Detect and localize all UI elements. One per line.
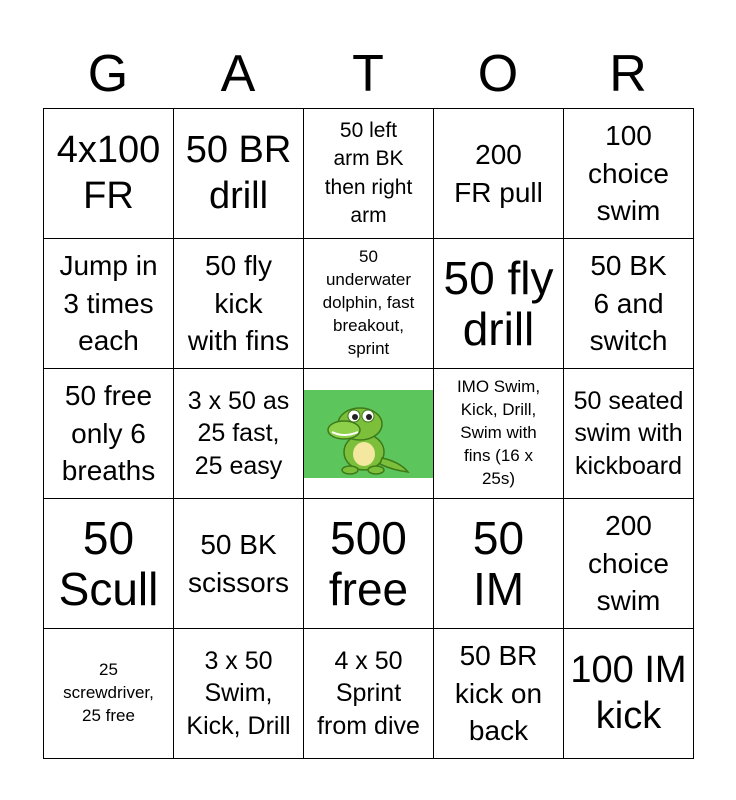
bingo-cell[interactable]: 4 x 50 Sprint from dive — [304, 629, 434, 759]
bingo-cell[interactable]: 50 BK 6 and switch — [564, 239, 694, 369]
bingo-cell[interactable]: 50 free only 6 breaths — [44, 369, 174, 499]
header-letter-r: R — [609, 45, 647, 103]
bingo-cell[interactable]: 50 seated swim with kickboard — [564, 369, 694, 499]
bingo-board — [43, 108, 694, 759]
header-letter-o: O — [477, 45, 519, 103]
bingo-cell[interactable]: Jump in 3 times each — [44, 239, 174, 369]
bingo-cell[interactable]: 50 Scull — [44, 499, 174, 629]
bingo-cell[interactable]: 50 fly drill — [434, 239, 564, 369]
bingo-cell[interactable]: 200 FR pull — [434, 109, 564, 239]
bingo-cell[interactable]: 50 BR kick on back — [434, 629, 564, 759]
header-letter-g: G — [87, 45, 129, 103]
header-letter-t: T — [352, 45, 384, 103]
bingo-cell[interactable]: 4x100 FR — [44, 109, 174, 239]
bingo-cell[interactable]: 50 BK scissors — [174, 499, 304, 629]
bingo-cell[interactable]: 3 x 50 as 25 fast, 25 easy — [174, 369, 304, 499]
bingo-cell[interactable]: 50 underwater dolphin, fast breakout, sprint — [304, 239, 434, 369]
alligator-cartoon-icon — [304, 390, 434, 478]
bingo-cell[interactable]: 100 choice swim — [564, 109, 694, 239]
bingo-cell[interactable]: IMO Swim, Kick, Drill, Swim with fins (16 x 25s) — [434, 369, 564, 499]
bingo-cell[interactable]: 100 IM kick — [564, 629, 694, 759]
bingo-header — [43, 40, 693, 108]
bingo-cell[interactable]: 50 left arm BK then right arm — [304, 109, 434, 239]
bingo-cell[interactable]: 50 fly kick with fins — [174, 239, 304, 369]
free-space-cell[interactable] — [304, 369, 434, 499]
bingo-cell[interactable]: 3 x 50 Swim, Kick, Drill — [174, 629, 304, 759]
bingo-cell[interactable]: 50 IM — [434, 499, 564, 629]
header-letter-a: A — [220, 45, 256, 103]
bingo-cell[interactable]: 200 choice swim — [564, 499, 694, 629]
bingo-cell[interactable]: 500 free — [304, 499, 434, 629]
bingo-cell[interactable]: 25 screwdriver, 25 free — [44, 629, 174, 759]
bingo-cell[interactable]: 50 BR drill — [174, 109, 304, 239]
